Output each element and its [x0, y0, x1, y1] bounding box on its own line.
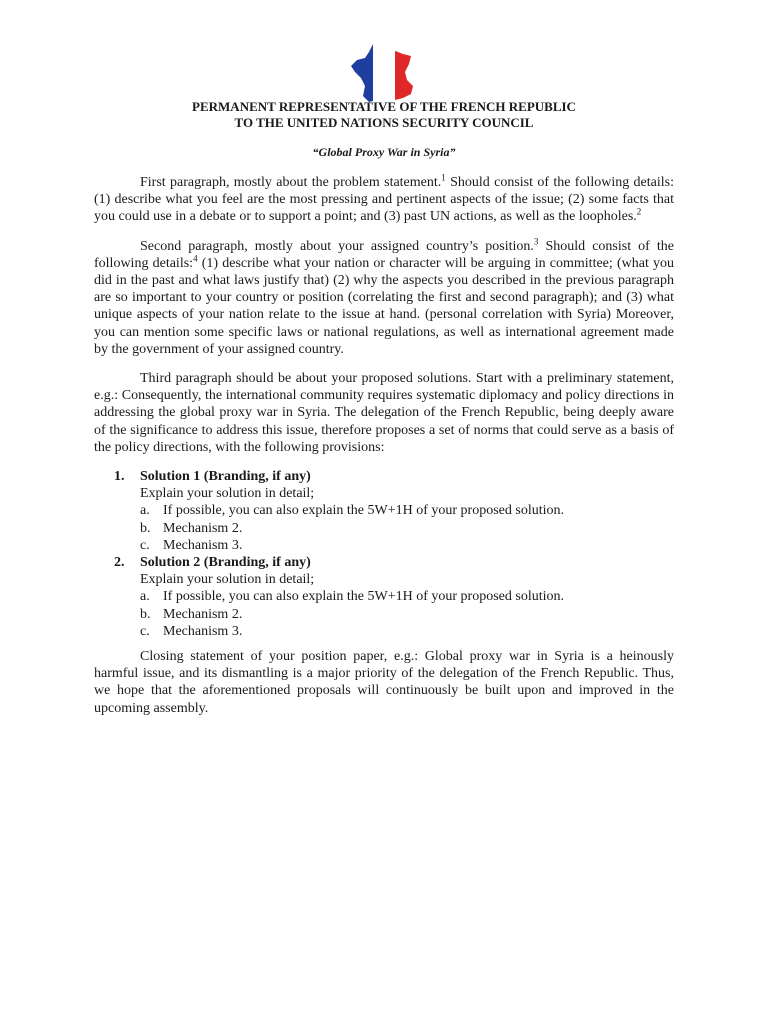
footnote-ref-2[interactable]: 2	[636, 206, 642, 217]
mechanism-item: b. Mechanism 2.	[140, 606, 243, 622]
mechanism-list	[140, 502, 674, 554]
flag-blue-stripe	[351, 42, 373, 104]
paragraph-2: Second paragraph, mostly about your assigned country’s position.$^3$ Should consist of the following details:$^4$ (1) describe what your nation or character will be arguing in committee; (what you did in the past and what laws justify that) (2) why the aspects you described in the previous paragraph are so important to your country or position (correlating the first and second paragraph); and (3) what unique aspects of your nation relate to the issue at hand. (personal correlation with Syria) Moreover, you can mention some specific laws or national regulations, as well as international agreement made by the government of your assigned country.	[94, 235, 674, 357]
mechanism-list	[140, 588, 674, 640]
solution-number: 1.	[114, 469, 125, 485]
solution-number: 2.	[114, 555, 125, 571]
document-title: “Global Proxy War in Syria”	[312, 145, 456, 159]
mechanism-item: a. If possible, you can also explain the 5W+1H of your proposed solution.	[140, 589, 564, 605]
solution-explain: Explain your solution in detail;	[140, 572, 315, 588]
flag-white-stripe	[373, 42, 395, 104]
solutions-list	[94, 468, 674, 640]
solution-title: Solution 1 (Branding, if any)	[140, 469, 311, 485]
paragraph-1: First paragraph, mostly about the problem statement.$^1$ Should consist of the following details: (1) describe what you feel are the most pressing and pertinent aspects of the issue; (2) some facts that you could use in a debate or to support a point; and (3) past UN actions, as well as the loopholes.$^2$	[94, 172, 674, 225]
header-line-1: PERMANENT REPRESENTATIVE OF THE FRENCH REPUBLIC	[192, 99, 576, 114]
header-line-2: TO THE UNITED NATIONS SECURITY COUNCIL	[234, 115, 534, 130]
mechanism-item: c. Mechanism 3.	[140, 623, 243, 639]
solution-explain: Explain your solution in detail;	[140, 486, 315, 502]
solution-item	[94, 468, 674, 554]
footnote-ref-3[interactable]: 3	[533, 235, 539, 246]
mechanism-item: a. If possible, you can also explain the 5W+1H of your proposed solution.	[140, 503, 564, 519]
mechanism-item: b. Mechanism 2.	[140, 520, 243, 536]
footnote-ref-1[interactable]: 1	[441, 172, 446, 183]
flag-red-stripe	[395, 42, 417, 104]
solution-item	[94, 554, 674, 640]
mechanism-item: c. Mechanism 3.	[140, 537, 243, 553]
solution-title: Solution 2 (Branding, if any)	[140, 555, 311, 571]
paragraph-3: Third paragraph should be about your proposed solutions. Start with a preliminary statement, e.g.: Consequently, the international community requires systematic diplomacy and policy directions in addressing the global proxy war in Syria. The delegation of the French Republic, being deeply aware of the significance to address this issue, therefore proposes a set of norms that could serve as a basis of the policy directions, with the following provisions:	[94, 371, 674, 455]
footnote-ref-4[interactable]: 4	[193, 253, 198, 264]
document-body	[94, 174, 674, 729]
closing-paragraph: Closing statement of your position paper, e.g.: Global proxy war in Syria is a heinously harmful issue, and its dismantling is a major priority of the delegation of the French Republic. Thus, we hope that the aforementioned proposals will continuously be built upon and improved in the upcoming assembly.	[94, 649, 674, 716]
france-map-flag-icon	[351, 42, 417, 104]
